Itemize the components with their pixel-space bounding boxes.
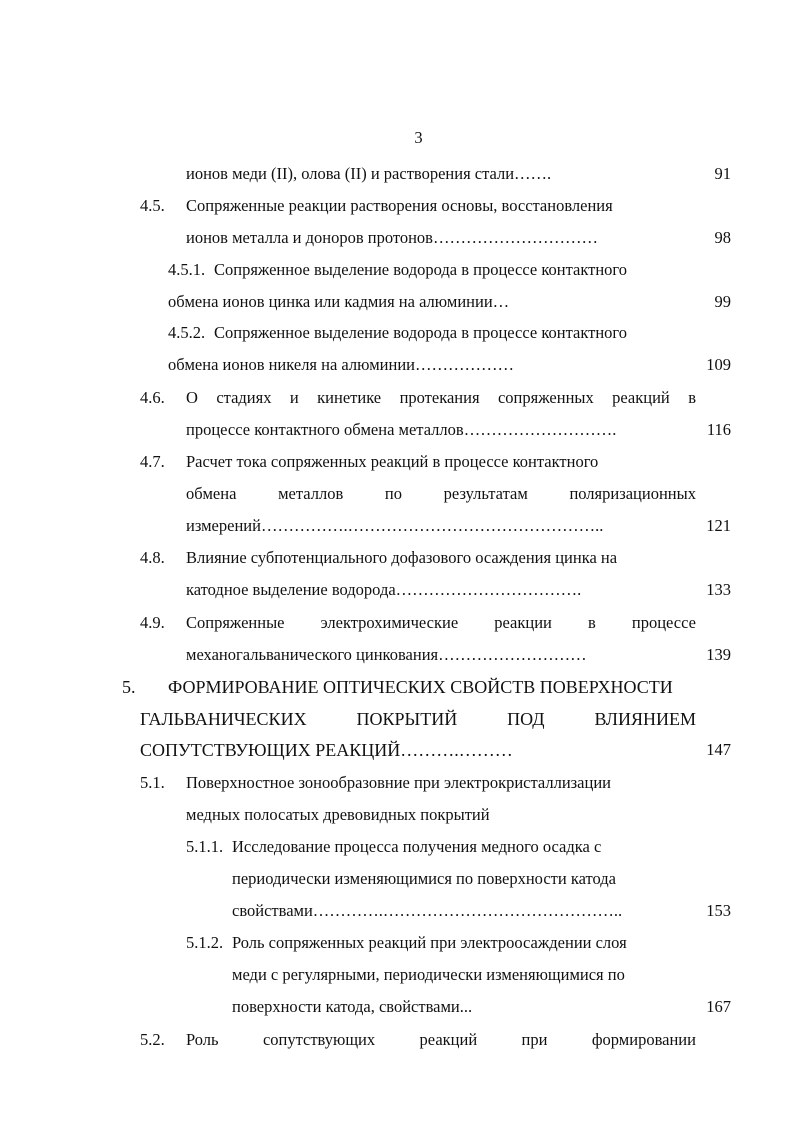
toc-section-number: 4.6. xyxy=(140,388,165,407)
toc-word: поляризационных xyxy=(569,484,696,503)
toc-entry-title: механогальванического цинкования……………………… xyxy=(186,645,587,664)
toc-word: и xyxy=(289,388,299,407)
toc-entry-title: катодное выделение водорода……………………………. xyxy=(186,580,582,599)
toc-entry-title xyxy=(186,388,696,408)
toc-entry-title: медных полосатых древовидных покрытий xyxy=(186,805,490,824)
toc-word: стадиях xyxy=(216,388,272,407)
toc-entry-title: процессе контактного обмена металлов………………………. xyxy=(186,420,617,439)
toc-entry-title: периодически изменяющимися по поверхности катода xyxy=(232,869,616,888)
toc-entry-title: меди с регулярными, периодически изменяющимися по xyxy=(232,965,625,984)
toc-entry-title xyxy=(186,613,696,633)
toc-entry-title: Исследование процесса получения медного осадка с xyxy=(232,837,602,856)
toc-page-number: 116 xyxy=(706,420,731,439)
toc-page-number: 91 xyxy=(714,164,731,183)
toc-entry-title xyxy=(186,1030,696,1050)
toc-section-number: 4.7. xyxy=(140,452,165,471)
toc-word: реакции xyxy=(494,613,552,632)
toc-entry-title: Сопряженное выделение водорода в процессе контактного xyxy=(214,323,628,342)
toc-section-number: 4.5.2. xyxy=(168,323,206,342)
toc-word: ПОД xyxy=(507,709,545,729)
toc-section-number: 5.1.1. xyxy=(186,837,224,856)
toc-entry-title: Роль сопряженных реакций при электроосаждении слоя xyxy=(232,933,627,952)
toc-entry-title: свойствами………….…………………………………….. xyxy=(232,901,623,920)
toc-entry-title: ионов металла и доноров протонов………………………… xyxy=(186,228,598,247)
toc-entry-title: обмена ионов никеля на алюминии……………… xyxy=(168,355,514,374)
toc-word: формировании xyxy=(591,1030,696,1049)
toc-word: при xyxy=(521,1030,548,1049)
toc-section-number: 5.1. xyxy=(140,773,165,792)
toc-entry-title: ФОРМИРОВАНИЕ ОПТИЧЕСКИХ СВОЙСТВ ПОВЕРХНОСТИ xyxy=(168,677,673,697)
toc-page-number: 121 xyxy=(706,516,731,535)
toc-word: ПОКРЫТИЙ xyxy=(356,709,458,729)
toc-word: процессе xyxy=(631,613,696,632)
toc-section-number: 4.9. xyxy=(140,613,165,632)
toc-entry-title: Сопряженные реакции растворения основы, восстановления xyxy=(186,196,613,215)
toc-word: ГАЛЬВАНИЧЕСКИХ xyxy=(140,709,307,729)
toc-word: электрохимические xyxy=(320,613,459,632)
toc-entry-title: Влияние субпотенциального дофазового осаждения цинка на xyxy=(186,548,618,567)
toc-page-number: 99 xyxy=(714,292,731,311)
toc-section-number: 4.5. xyxy=(140,196,165,215)
toc-page-number: 98 xyxy=(714,228,731,247)
toc-word: реакций xyxy=(612,388,670,407)
toc-word: результатам xyxy=(443,484,528,503)
toc-word: металлов xyxy=(278,484,344,503)
toc-page-number: 147 xyxy=(706,740,731,759)
toc-word: в xyxy=(587,613,596,632)
toc-entry-title xyxy=(140,709,696,729)
toc-section-number: 5.2. xyxy=(140,1030,165,1049)
toc-word: ВЛИЯНИЕМ xyxy=(594,709,696,729)
toc-entry-title: Расчет тока сопряженных реакций в процессе контактного xyxy=(186,452,599,471)
toc-entry-title xyxy=(186,484,696,504)
toc-entry-title: СОПУТСТВУЮЩИХ РЕАКЦИЙ……….……… xyxy=(140,740,513,760)
toc-page-number: 133 xyxy=(706,580,731,599)
toc-entry-text: ионов меди (II), олова (II) и растворения стали……. xyxy=(186,164,552,183)
toc-page-number: 109 xyxy=(706,355,731,374)
toc-word: протекания xyxy=(399,388,480,407)
toc-word: сопряженных xyxy=(497,388,594,407)
toc-word: в xyxy=(688,388,696,407)
toc-word: Роль xyxy=(186,1030,219,1049)
page-number: 3 xyxy=(414,128,423,147)
toc-page-number: 153 xyxy=(706,901,731,920)
toc-section-number: 4.8. xyxy=(140,548,165,567)
toc-word: по xyxy=(384,484,402,503)
toc-word: обмена xyxy=(186,484,237,503)
toc-page-number: 167 xyxy=(706,997,731,1016)
toc-entry-title: Поверхностное зонообразовние при электрокристаллизации xyxy=(186,773,611,792)
toc-section-number: 4.5.1. xyxy=(168,260,206,279)
toc-entry-title: Сопряженное выделение водорода в процессе контактного xyxy=(214,260,628,279)
toc-word: сопутствующих xyxy=(262,1030,376,1049)
toc-entry-title: поверхности катода, свойствами... xyxy=(232,997,473,1016)
toc-page-number: 139 xyxy=(706,645,731,664)
toc-word: кинетике xyxy=(317,388,382,407)
toc-entry-title: обмена ионов цинка или кадмия на алюминии… xyxy=(168,292,510,311)
toc-word: Сопряженные xyxy=(186,613,285,632)
toc-word: реакций xyxy=(419,1030,478,1049)
toc-word: О xyxy=(186,388,198,407)
toc-section-number: 5. xyxy=(122,677,136,697)
toc-entry-title: измерений…………….……………………………………….. xyxy=(186,516,604,535)
toc-section-number: 5.1.2. xyxy=(186,933,224,952)
